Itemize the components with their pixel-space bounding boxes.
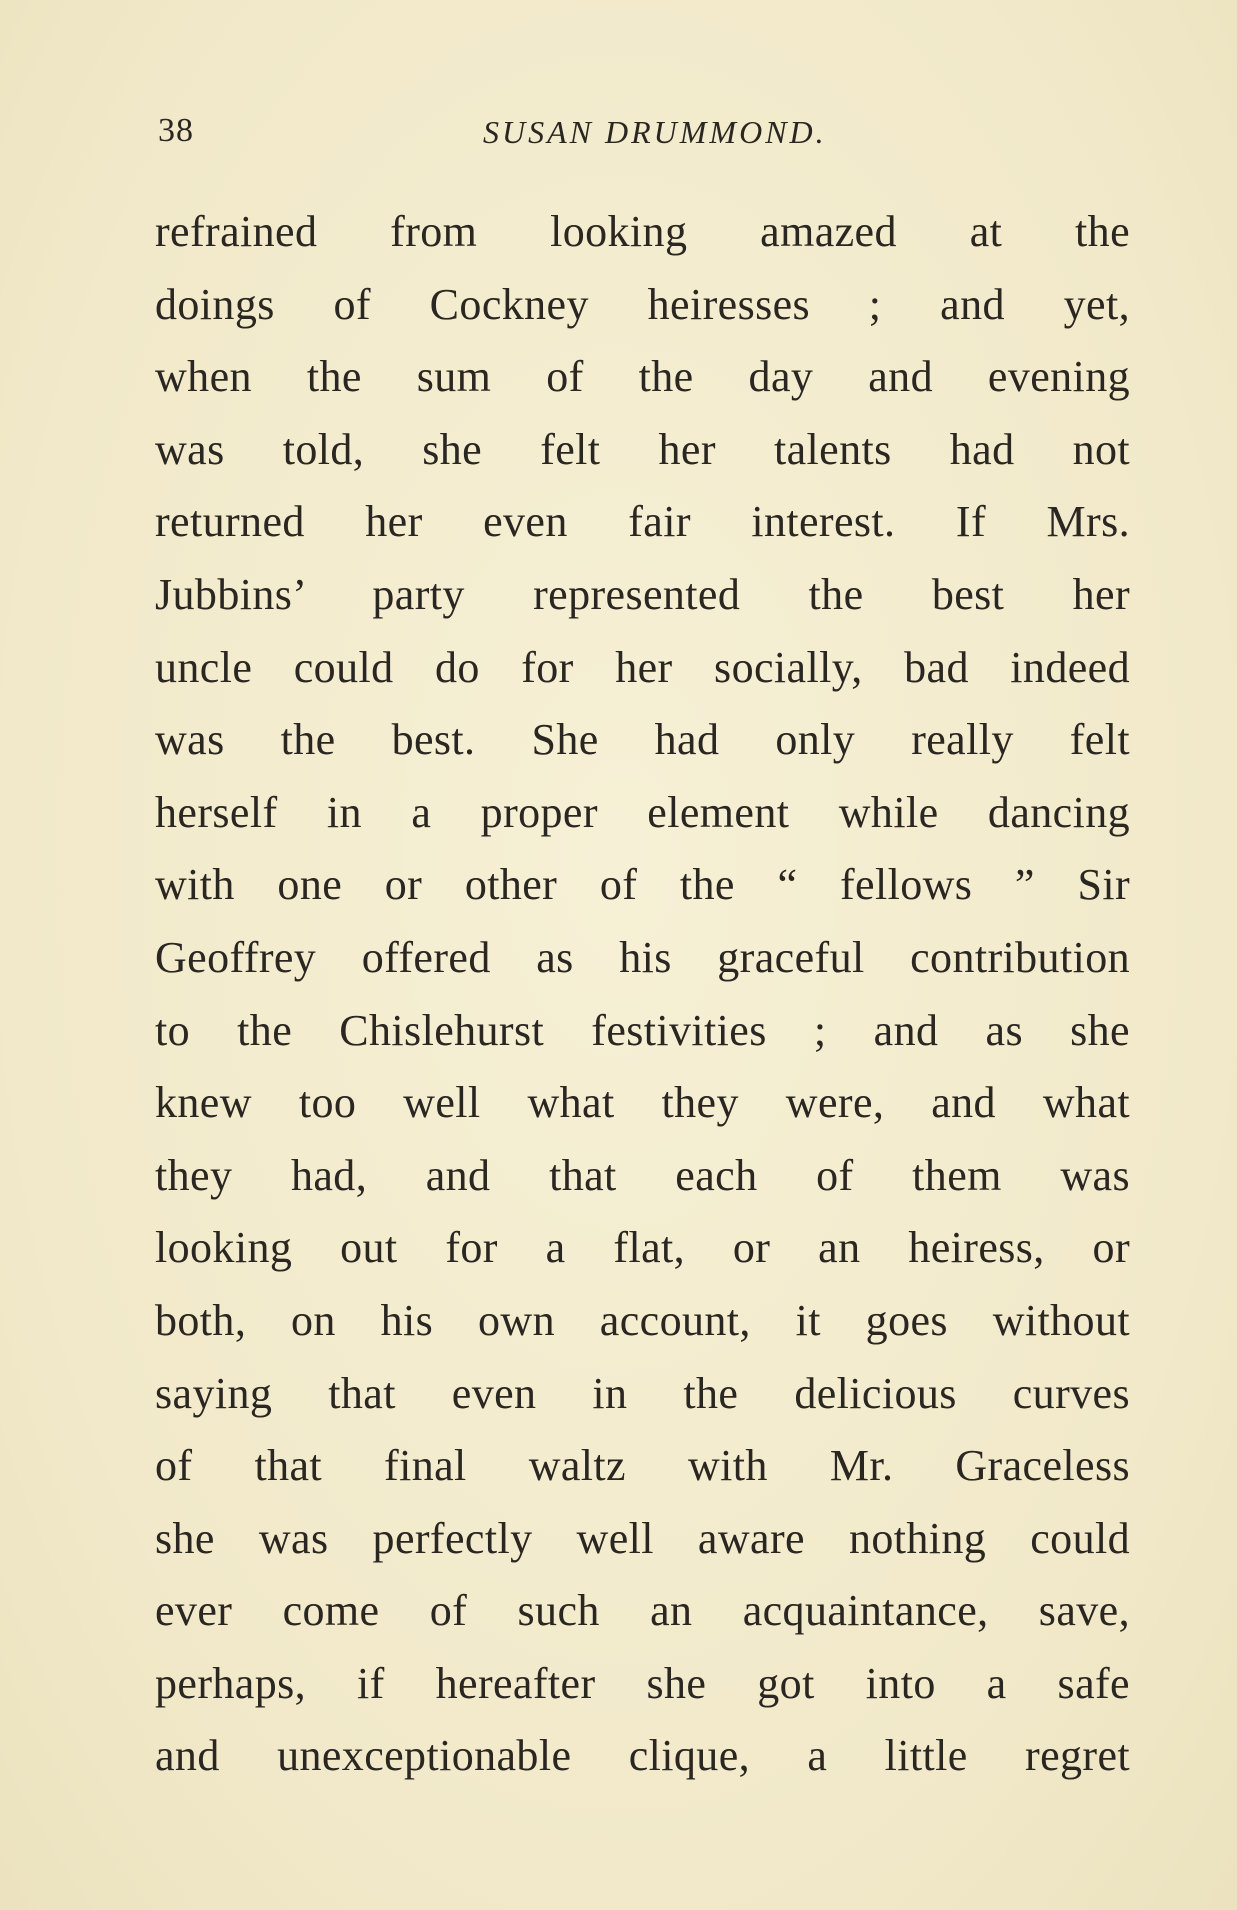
text-line: uncle could do for her socially, bad indeed (155, 642, 1130, 692)
text-line: doings of Cockney heiresses ; and yet, (155, 279, 1130, 329)
text-line: Jubbins’ party represented the best her (155, 569, 1130, 619)
text-line: looking out for a flat, or an heiress, or (155, 1223, 1130, 1273)
text-line: was the best. She had only really felt (155, 715, 1130, 765)
text-line: refrained from looking amazed at the (155, 207, 1130, 256)
text-line: was told, she felt her talents had not (155, 424, 1130, 474)
text-line: both, on his own account, it goes without (155, 1295, 1130, 1345)
text-line: she was perfectly well aware nothing could (155, 1513, 1130, 1563)
text-line: they had, and that each of them was (155, 1150, 1130, 1200)
text-line: Geoffrey offered as his graceful contribution (155, 932, 1130, 982)
text-line: with one or other of the “ fellows ” Sir (155, 860, 1130, 910)
text-line: saying that even in the delicious curves (155, 1368, 1130, 1418)
text-line: knew too well what they were, and what (155, 1078, 1130, 1128)
running-title: SUSAN DRUMMOND. (483, 114, 827, 150)
text-line: of that final waltz with Mr. Graceless (155, 1441, 1130, 1491)
running-head (158, 112, 1138, 162)
body-text (155, 196, 1130, 1793)
page-number: 38 (158, 112, 194, 149)
text-line: returned her even fair interest. If Mrs. (155, 497, 1130, 547)
text-line: perhaps, if hereafter she got into a safe (155, 1658, 1130, 1708)
text-line: ever come of such an acquaintance, save, (155, 1586, 1130, 1636)
text-line: herself in a proper element while dancing (155, 787, 1130, 837)
text-line: when the sum of the day and evening (155, 352, 1130, 402)
text-line: and unexceptionable clique, a little regret (155, 1731, 1130, 1781)
text-line: to the Chislehurst festivities ; and as she (155, 1005, 1130, 1055)
